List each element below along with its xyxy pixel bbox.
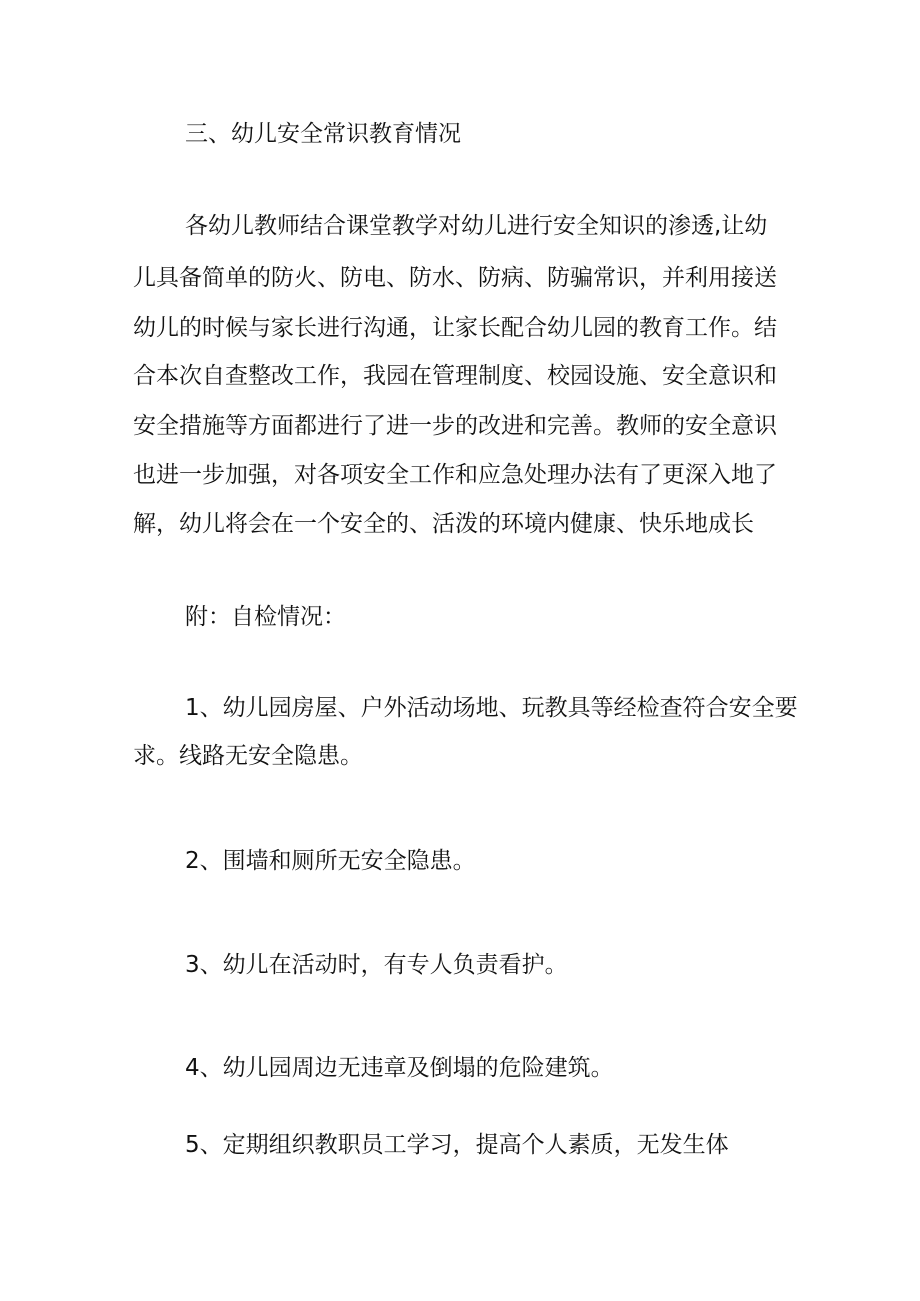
appendix-heading: 附：自检情况： (185, 604, 346, 630)
checklist-item-line: 5、定期组织教职员工学习，提高个人素质，无发生体 (185, 1132, 729, 1158)
paragraph-line: 各幼儿教师结合课堂教学对幼儿进行安全知识的渗透,让幼 (185, 213, 768, 239)
paragraph-line: 也进一步加强，对各项安全工作和应急处理办法有了更深入地了 (133, 462, 777, 488)
paragraph-line: 儿具备简单的防火、防电、防水、防病、防骗常识，并利用接送 (133, 265, 777, 291)
checklist-item-line: 2、围墙和厕所无安全隐患。 (185, 848, 476, 874)
checklist-item-line: 求。线路无安全隐患。 (133, 743, 363, 769)
checklist-item-line: 3、幼儿在活动时，有专人负责看护。 (185, 952, 568, 978)
paragraph-line: 合本次自查整改工作，我园在管理制度、校园设施、安全意识和 (133, 363, 777, 389)
paragraph-line: 安全措施等方面都进行了进一步的改进和完善。教师的安全意识 (133, 413, 777, 439)
paragraph-line: 解，幼儿将会在一个安全的、活泼的环境内健康、快乐地成长 (133, 511, 754, 537)
section-heading: 三、幼儿安全常识教育情况 (185, 121, 461, 147)
checklist-item-line: 4、幼儿园周边无违章及倒塌的危险建筑。 (185, 1055, 614, 1081)
checklist-item-line: 1、幼儿园房屋、户外活动场地、玩教具等经检查符合安全要 (185, 695, 798, 721)
paragraph-line: 幼儿的时候与家长进行沟通，让家长配合幼儿园的教育工作。结 (133, 315, 777, 341)
